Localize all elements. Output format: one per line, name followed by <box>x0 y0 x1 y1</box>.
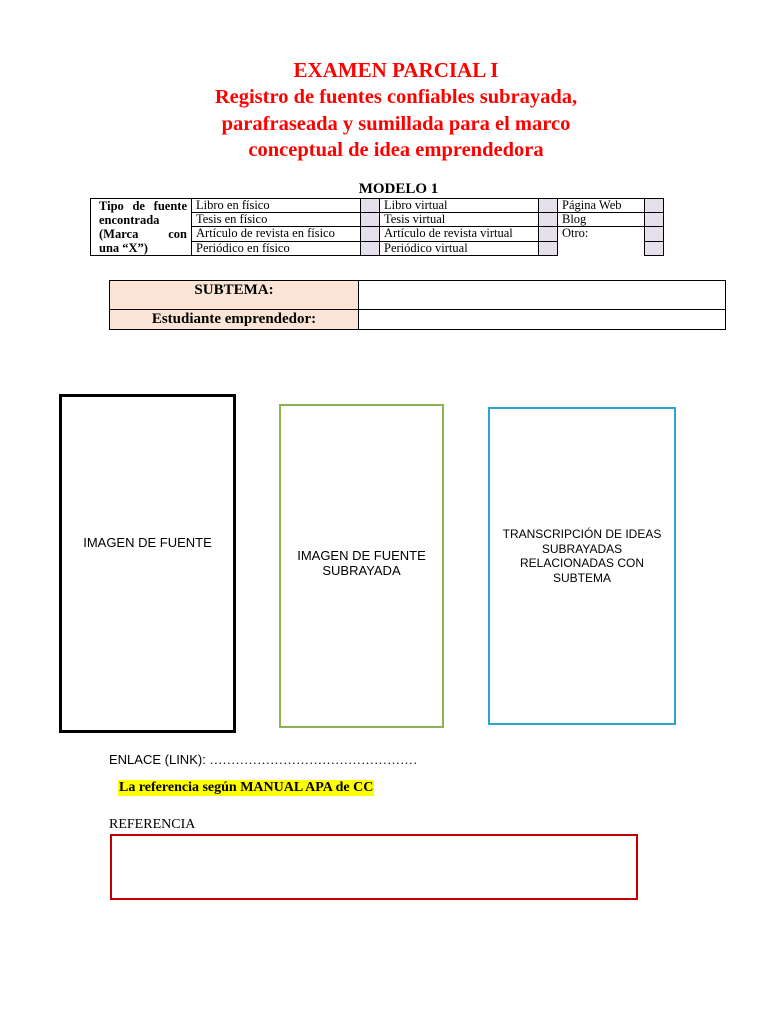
transcription-box[interactable] <box>488 407 676 725</box>
underlined-source-image-label: IMAGEN DE FUENTE SUBRAYADA <box>297 548 426 578</box>
estudiante-label: Estudiante emprendedor: <box>110 310 359 330</box>
exam-title-block <box>0 56 768 164</box>
exam-title: EXAMEN PARCIAL I <box>293 58 499 82</box>
underlined-source-image-box[interactable] <box>279 404 444 728</box>
source-option-checkbox-blog[interactable] <box>645 213 664 227</box>
source-option-label: Tesis virtual <box>380 213 539 227</box>
source-type-header <box>91 199 192 256</box>
source-type-header-line: encontrada <box>99 213 160 227</box>
transcription-label: TRANSCRIPCIÓN DE IDEAS SUBRAYADAS RELACIONADAS CON SUBTEMA <box>502 527 662 585</box>
subtema-field[interactable] <box>359 281 726 310</box>
source-option-label: Otro: <box>558 227 645 256</box>
source-option-label: Tesis en físico <box>192 213 361 227</box>
student-info-table <box>109 280 726 330</box>
reference-input-box[interactable] <box>110 834 638 900</box>
link-placeholder-dots[interactable]: ………………………………………… <box>209 752 418 767</box>
source-option-label: Libro virtual <box>380 199 539 213</box>
source-option-checkbox-articulo-virtual[interactable] <box>539 227 558 242</box>
source-type-header-line: (Marca con <box>99 227 187 241</box>
source-option-label: Página Web <box>558 199 645 213</box>
source-option-label: Libro en físico <box>192 199 361 213</box>
link-line <box>109 752 417 768</box>
source-type-table <box>90 198 664 256</box>
link-label: ENLACE (LINK): <box>109 752 210 767</box>
source-option-checkbox-libro-fisico[interactable] <box>361 199 380 213</box>
source-option-checkbox-periodico-virtual[interactable] <box>539 242 558 256</box>
source-option-checkbox-articulo-fisico[interactable] <box>361 227 380 242</box>
reference-label: REFERENCIA <box>109 817 196 832</box>
source-option-label: Artículo de revista virtual <box>380 227 539 242</box>
source-option-checkbox-tesis-virtual[interactable] <box>539 213 558 227</box>
exam-subtitle-line-1: Registro de fuentes confiables subrayada, <box>214 86 578 108</box>
subtema-label: SUBTEMA: <box>110 281 359 310</box>
source-option-label: Blog <box>558 213 645 227</box>
source-option-checkbox-pagina-web[interactable] <box>645 199 664 213</box>
source-option-checkbox-otro-extra[interactable] <box>645 242 664 256</box>
estudiante-field[interactable] <box>359 310 726 330</box>
source-option-checkbox-periodico-fisico[interactable] <box>361 242 380 256</box>
source-option-checkbox-tesis-fisico[interactable] <box>361 213 380 227</box>
source-option-label: Artículo de revista en físico <box>192 227 361 242</box>
apa-reference-note: La referencia según MANUAL APA de CC <box>119 780 374 795</box>
model-heading: MODELO 1 <box>358 181 439 197</box>
source-option-checkbox-otro[interactable] <box>645 227 664 242</box>
exam-subtitle-line-3: conceptual de idea emprendedora <box>248 139 544 161</box>
exam-subtitle-line-2: parafraseada y sumillada para el marco <box>221 112 571 135</box>
source-option-label: Periódico virtual <box>380 242 539 256</box>
source-image-label: IMAGEN DE FUENTE <box>83 535 212 550</box>
source-option-checkbox-libro-virtual[interactable] <box>539 199 558 213</box>
source-type-header-line: una “X”) <box>99 241 148 255</box>
source-type-header-line: Tipo de fuente <box>99 199 187 213</box>
source-image-box[interactable] <box>59 394 236 733</box>
source-option-label: Periódico en físico <box>192 242 361 256</box>
